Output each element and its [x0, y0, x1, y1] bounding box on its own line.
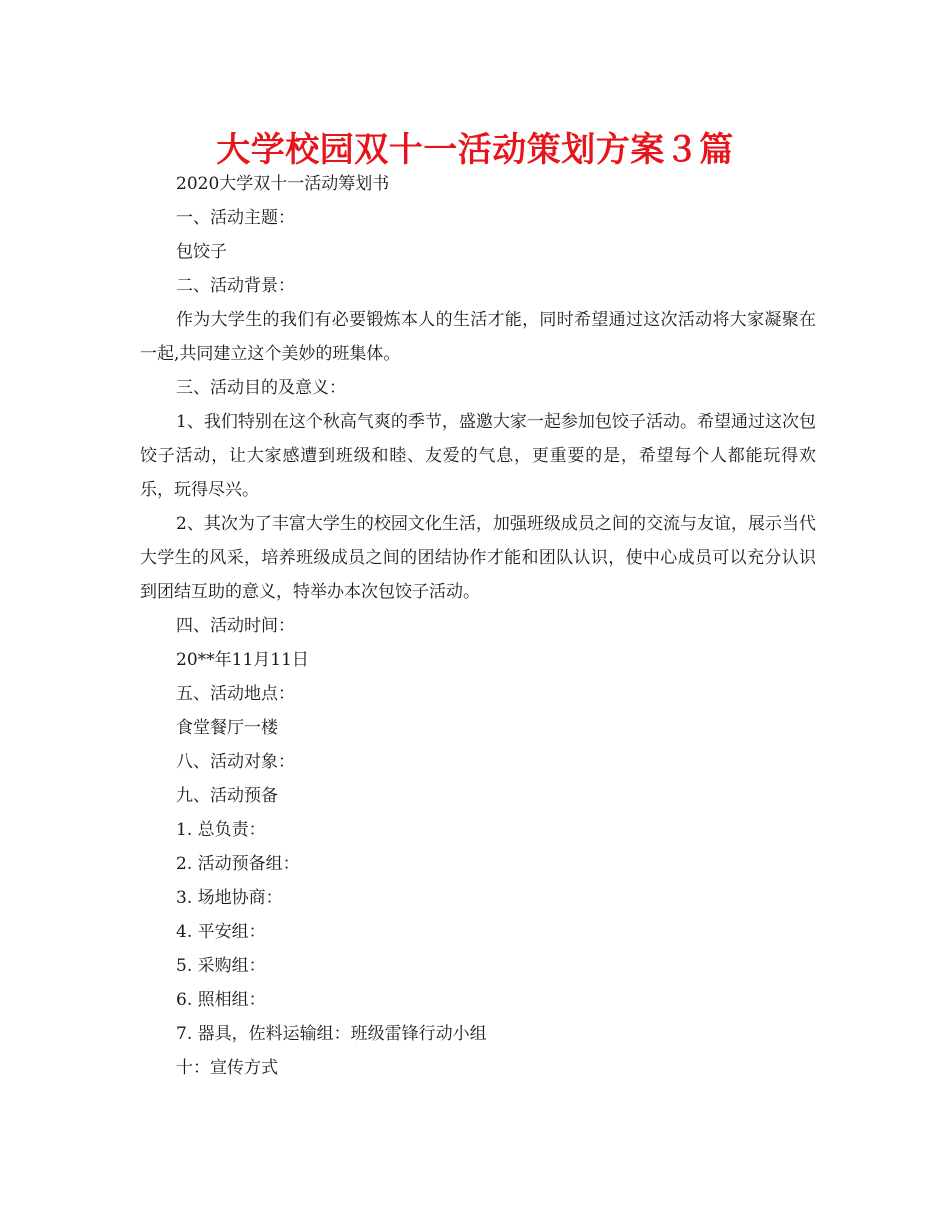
list-item-prep-5: 5. 采购组： — [176, 956, 266, 976]
list-item-prep-7: 7. 器具，佐料运输组：班级雷锋行动小组 — [176, 1024, 487, 1044]
paragraph-time-value: 20**年11月11日 — [176, 650, 309, 670]
heading-activity-preparation: 九、活动预备 — [176, 786, 278, 806]
list-item-prep-1: 1. 总负责： — [176, 820, 266, 840]
paragraph-subtitle: 2020大学双十一活动筹划书 — [176, 174, 390, 194]
paragraph-background: 作为大学生的我们有必要锻炼本人的生活才能，同时希望通过这次活动将大家凝聚在一起,共同建立这个美妙的班集体。 — [140, 310, 816, 364]
heading-activity-theme: 一、活动主题： — [176, 208, 295, 228]
list-item-prep-4: 4. 平安组： — [176, 922, 266, 942]
list-item-prep-2: 2. 活动预备组： — [176, 854, 300, 874]
heading-activity-location: 五、活动地点： — [176, 684, 295, 704]
heading-activity-time: 四、活动时间： — [176, 616, 295, 636]
paragraph-purpose-1: 1、我们特别在这个秋高气爽的季节，盛邀大家一起参加包饺子活动。希望通过这次包饺子活动，让大家感遭到班级和睦、友爱的气息，更重要的是，希望每个人都能玩得欢乐，玩得尽兴。 — [140, 412, 816, 500]
list-item-prep-3: 3. 场地协商： — [176, 888, 283, 908]
heading-purpose: 三、活动目的及意义： — [176, 378, 346, 398]
document-body — [140, 167, 816, 1085]
paragraph-purpose-2: 2、其次为了丰富大学生的校园文化生活，加强班级成员之间的交流与友谊，展示当代大学生的风采，培养班级成员之间的团结协作才能和团队认识，使中心成员可以充分认识到团结互助的意义，特举办本次包饺子活动。 — [140, 514, 816, 602]
list-item-prep-6: 6. 照相组： — [176, 990, 266, 1010]
document-title: 大学校园双十一活动策划方案３篇 — [216, 130, 734, 170]
paragraph-location-value: 食堂餐厅一楼 — [176, 718, 278, 738]
heading-activity-background: 二、活动背景： — [176, 276, 295, 296]
heading-activity-target: 八、活动对象： — [176, 752, 295, 772]
paragraph-theme-value: 包饺子 — [176, 242, 227, 262]
heading-publicity: 十：宣传方式 — [176, 1058, 278, 1078]
